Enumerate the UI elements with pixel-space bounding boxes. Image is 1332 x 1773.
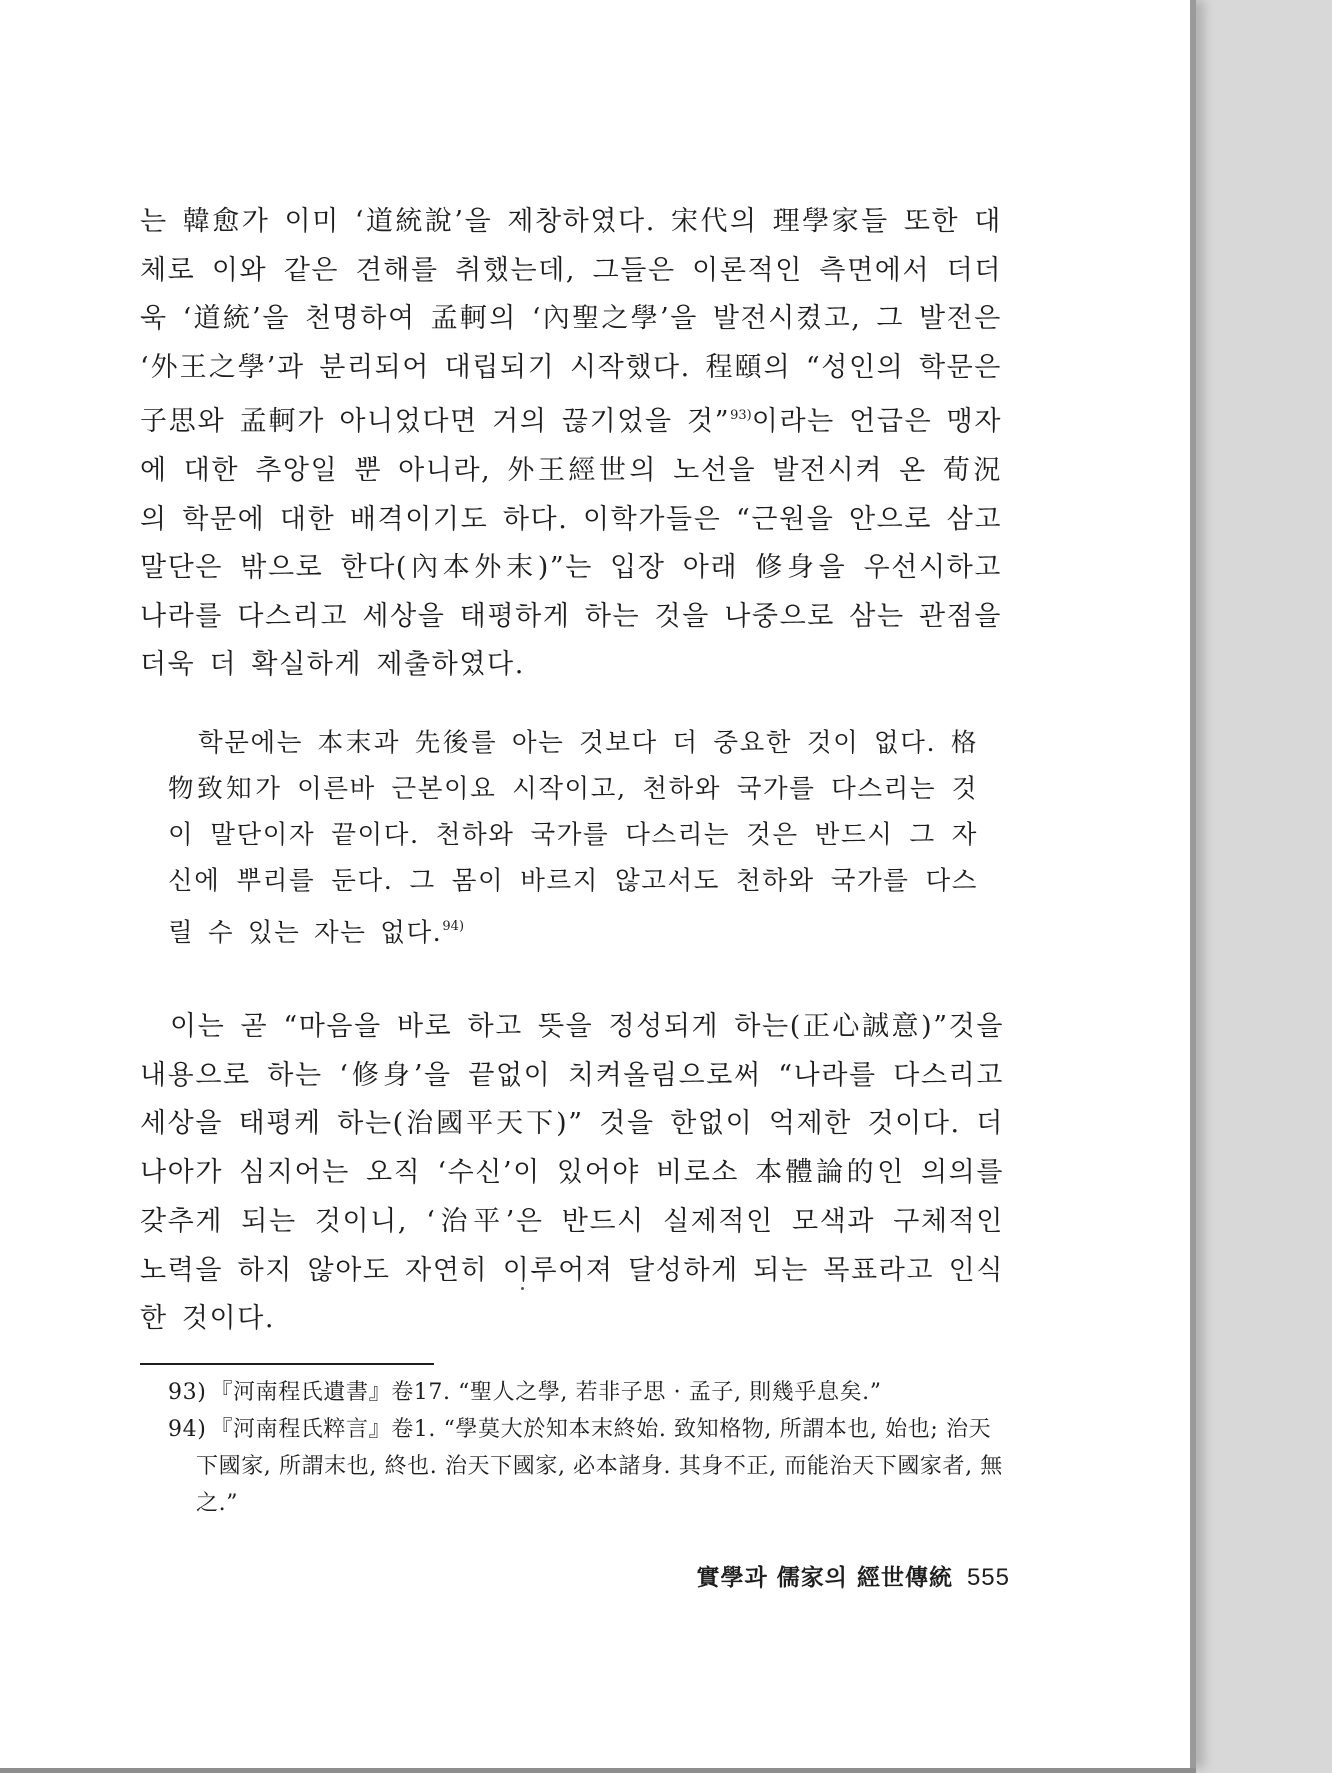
footnote-text: 『河南程氏遺書』卷17. “聖人之學, 若非子思 · 孟子, 則幾乎息矣.” xyxy=(210,1380,882,1405)
footnote-text: 『河南程氏粹言』卷1. “學莫大於知本末終始. 致知格物, 所謂本也, 始也; 治天下國家, 所謂末也, 終也. 治天下國家, 必本諸身. 其身不正, 而能治天下國家者, 無之.” xyxy=(196,1417,1003,1516)
footnote-94 xyxy=(168,1411,1010,1522)
paragraph-2-text: 이는 곧 “마음을 바로 하고 뜻을 정성되게 하는(正心誠意)”것을 내용으로 하는 ‘修身’을 끝없이 치켜올림으로써 “나라를 다스리고 세상을 태평케 하는(治國平天下)” 것을 한없이 억제한 것이다. 더 나아가 심지어는 오직 ‘수신’이 있어야 비로소 本體論的인 의의를 갖추게 되는 것이니, ‘治平’은 반드시 실제적인 모색과 구체적인 노력을 하지 않아도 자연히 이루어져 달성하게 되는 목표라고 인식한 것이다. xyxy=(140,1011,1004,1335)
page-number: 555 xyxy=(966,1564,1010,1591)
page-edge xyxy=(0,1768,1196,1773)
running-title: 實學과 儒家의 經世傳統 xyxy=(696,1565,953,1591)
footnotes xyxy=(168,1374,1010,1522)
running-footer xyxy=(697,1559,1011,1592)
footnote-divider xyxy=(140,1363,434,1365)
paragraph-1-text: 는 韓愈가 이미 ‘道統說’을 제창하였다. 宋代의 理學家들 또한 대체로 이와 같은 견해를 취했는데, 그들은 이론적인 측면에서 더더욱 ‘道統’을 천명하여 孟軻의 ‘內聖之學’을 발전시켰고, 그 발전은 ‘外王之學’과 분리되어 대립되기 시작했다. 程頤의 “성인의 학문은 子思와 孟軻가 아니었다면 거의 끊기었을 것” xyxy=(140,206,1002,438)
footnote-ref-94[interactable]: 94) xyxy=(442,919,465,934)
footnote-ref-93[interactable]: 93) xyxy=(730,408,752,424)
footnote-93 xyxy=(168,1374,1010,1411)
body-paragraph-2 xyxy=(140,1003,1004,1344)
footnote-number: 94) xyxy=(168,1417,207,1442)
scan-speck xyxy=(521,1287,524,1290)
block-quote xyxy=(168,720,978,956)
footnote-number: 93) xyxy=(168,1380,207,1405)
quote-text: 학문에는 本末과 先後를 아는 것보다 더 중요한 것이 없다. 格物致知가 이른바 근본이요 시작이고, 천하와 국가를 다스리는 것이 말단이자 끝이다. 천하와 국가를 다스리는 것은 반드시 그 자신에 뿌리를 둔다. 그 몸이 바르지 않고서도 천하와 국가를 다스릴 수 있는 자는 없다. xyxy=(168,728,978,948)
body-paragraph-1 xyxy=(140,198,1002,690)
paragraph-1-continuation: 이라는 언급은 맹자에 대한 추앙일 뿐 아니라, 外王經世의 노선을 발전시켜 온 荀況의 학문에 대한 배격이기도 하다. 이학가들은 “근원을 안으로 삼고 말단은 밖으로 한다(內本外末)”는 입장 아래 修身을 우선시하고 나라를 다스리고 세상을 태평하게 하는 것을 나중으로 삼는 관점을 더욱 더 확실하게 제출하였다. xyxy=(140,406,1003,681)
